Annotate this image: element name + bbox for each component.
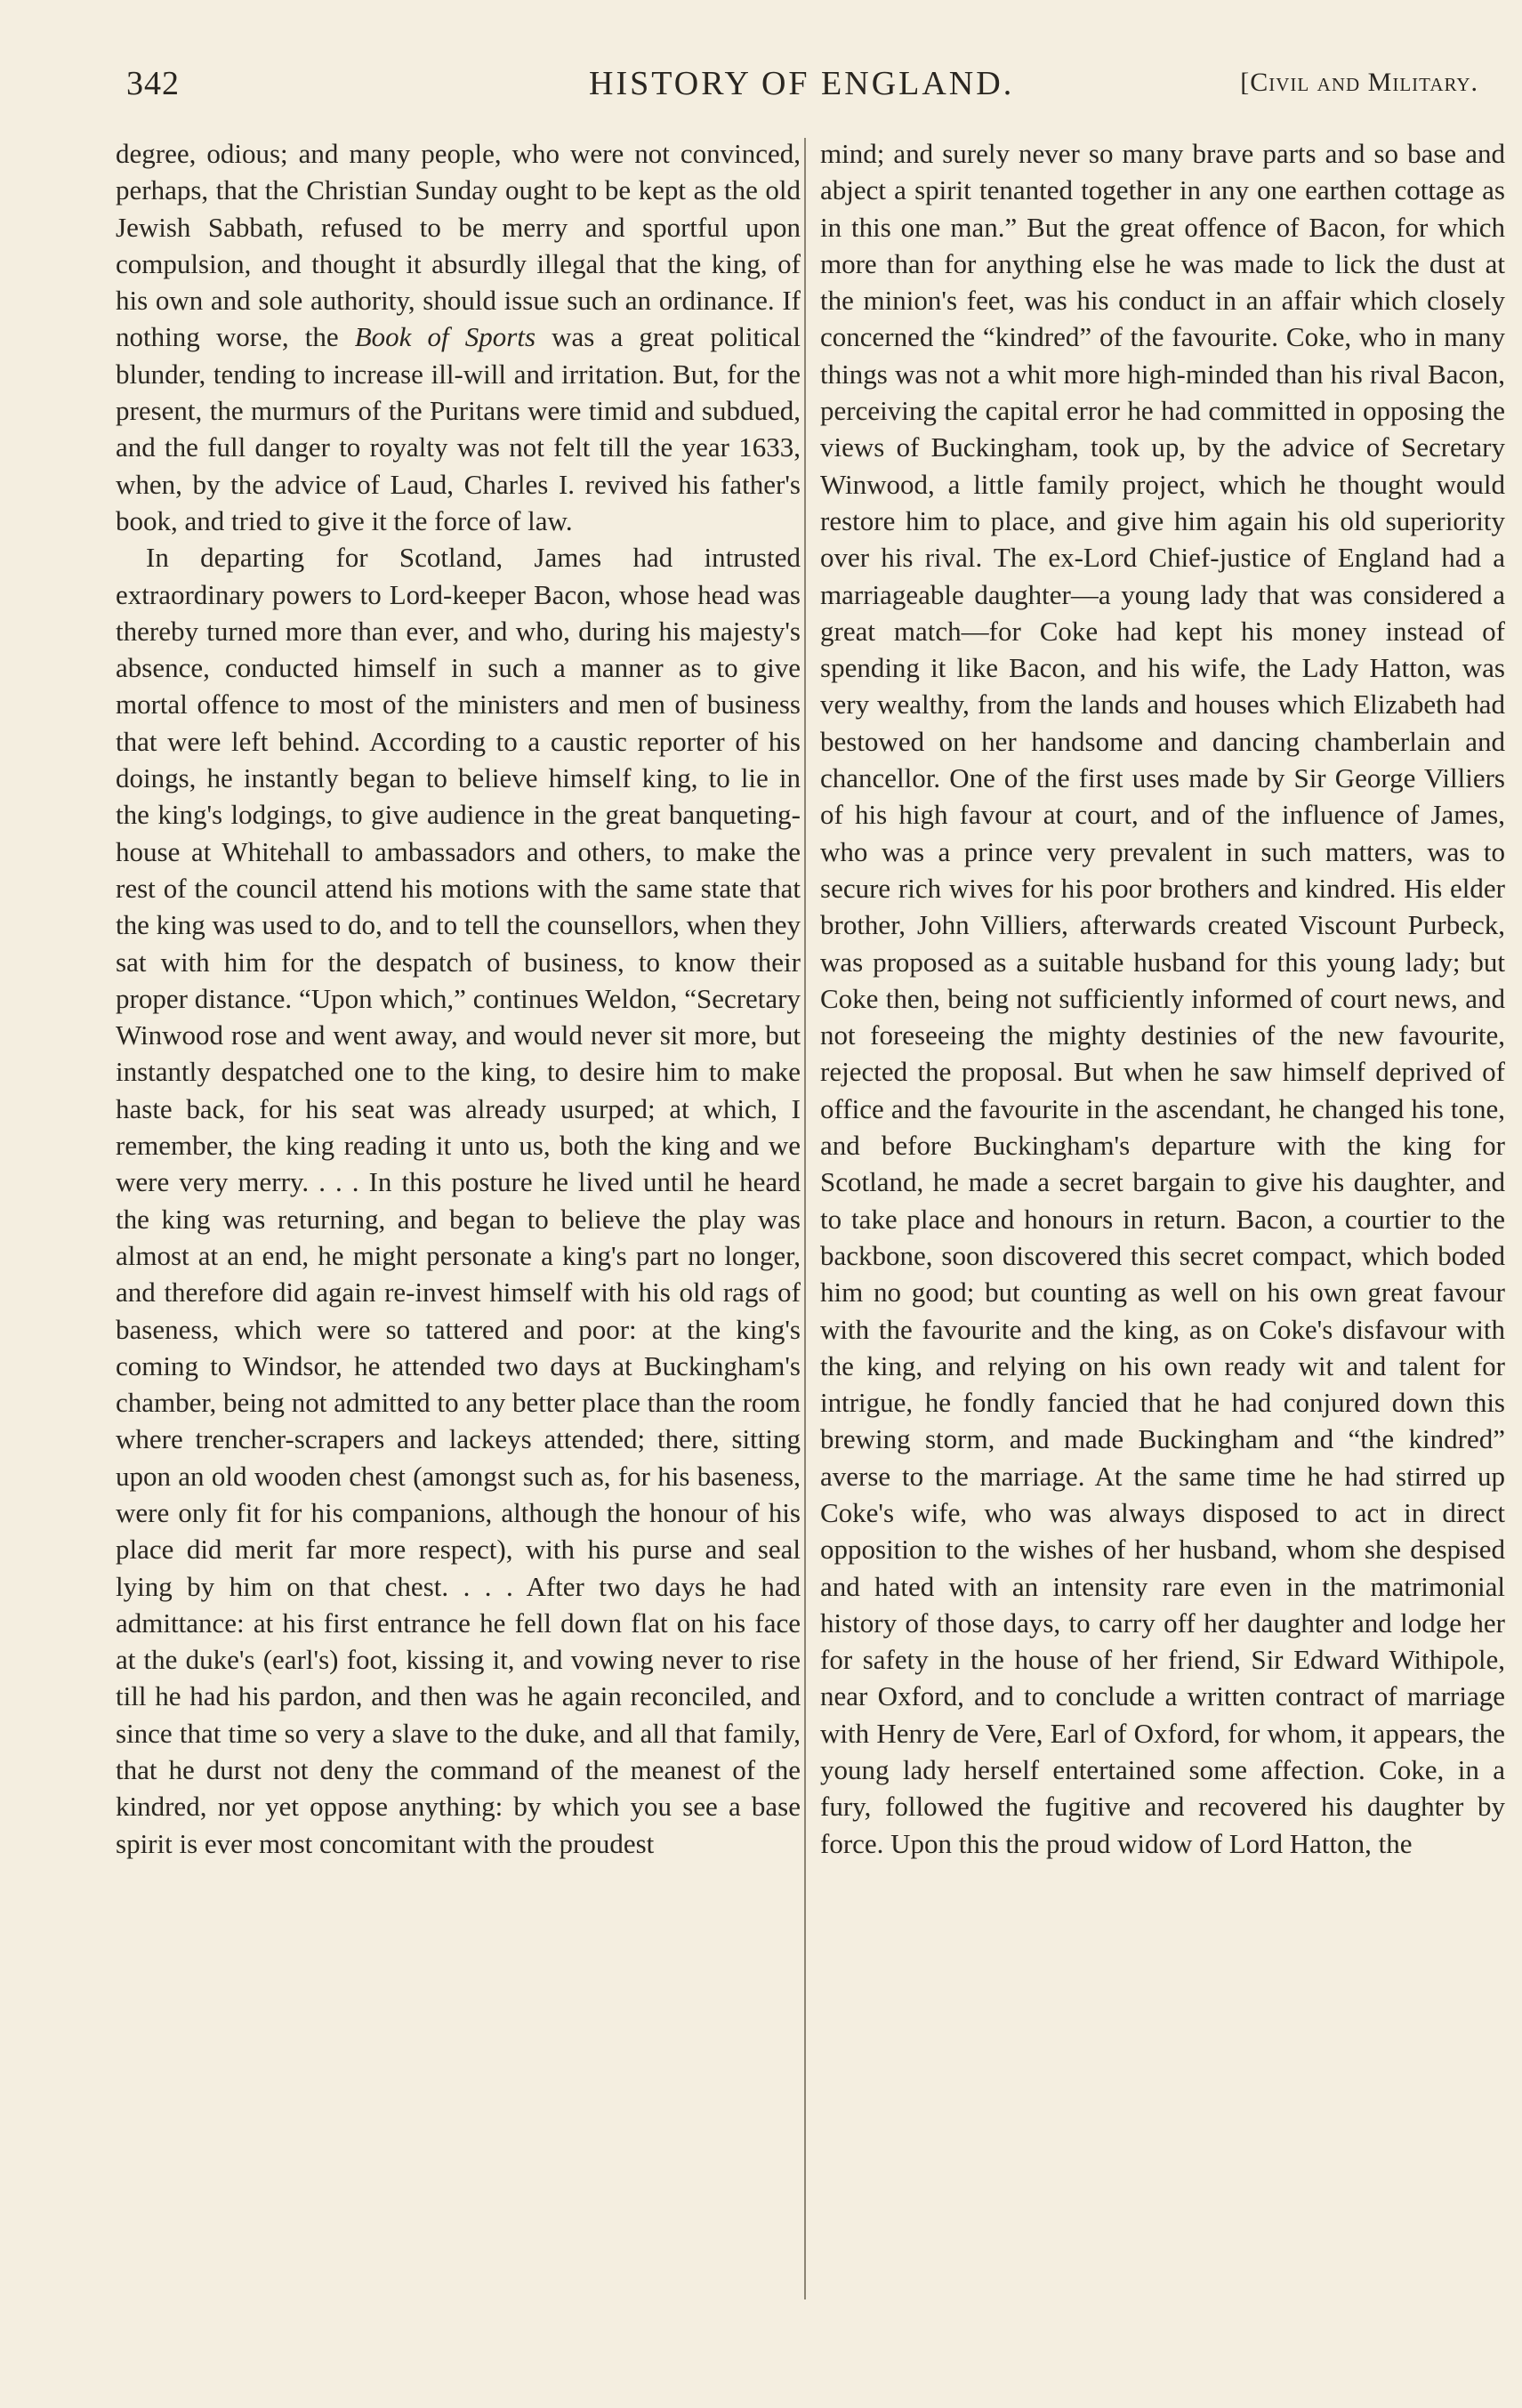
column-divider (804, 138, 806, 2299)
section-heading: [Civil and Military. (1240, 68, 1478, 97)
page-number: 342 (126, 65, 180, 102)
left-column (116, 135, 801, 2315)
paragraph: In departing for Scotland, James had intrusted extraordinary powers to Lord-keeper Bacon, whose head was thereby turned more than ever, and who, during his majesty's absence, conducted himself in such a manner as to give mortal offence to most of the ministers and men of business that were left behind. According to a caustic reporter of his doings, he instantly began to believe himself king, to lie in the king's lodgings, to give audience in the great banqueting-house at Whitehall to ambassadors and others, to make the rest of the council attend his motions with the same state that the king was used to do, and to tell the counsellors, when they sat with him for the despatch of business, to know their proper distance. “Upon which,” continues Weldon, “Secretary Winwood rose and went away, and would never sit more, but instantly despatched one to the king, to desire him to make haste back, for his seat was already usurped; at which, I remember, the king reading it unto us, both the king and we were very merry. . . . In this posture he lived until he heard the king was returning, and began to believe the play was almost at an end, he might personate a king's part no longer, and therefore did again re-invest himself with his old rags of baseness, which were so tattered and poor: at the king's coming to Windsor, he attended two days at Buckingham's chamber, being not admitted to any better place than the room where trencher-scrapers and lackeys attended; there, sitting upon an old wooden chest (amongst such as, for his baseness, were only fit for his companions, although the honour of his place did merit far more respect), with his purse and seal lying by him on that chest. . . . After two days he had admittance: at his first entrance he fell down flat on his face at the duke's (earl's) foot, kissing it, and vowing never to rise till he had his pardon, and then was he again reconciled, and since that time so very a slave to the duke, and all that family, that he durst not deny the command of the meanest of the kindred, nor yet oppose anything: by which you see a base spirit is ever most concomitant with the proudest (116, 542, 801, 1859)
running-title: HISTORY OF ENGLAND. (589, 65, 1015, 102)
paragraph: mind; and surely never so many brave parts and so base and abject a spirit tenanted together in any one earthen cottage as in this one man.” But the great offence of Bacon, for which more than for anything else he was made to lick the dust at the minion's feet, was his conduct in an affair which closely concerned the “kindred” of the favourite. Coke, who in many things was not a whit more high-minded than his rival Bacon, perceiving the capital error he had committed in opposing the views of Buckingham, took up, by the advice of Secretary Winwood, a little family project, which he thought would restore him to place, and give him again his old superiority over his rival. The ex-Lord Chief-justice of England had a marriageable daughter—a young lady that was considered a great match—for Coke had kept his money instead of spending it like Bacon, and his wife, the Lady Hatton, was very wealthy, from the lands and houses which Elizabeth had bestowed on her handsome and dancing chamberlain and chancellor. One of the first uses made by Sir George Villiers of his high favour at court, and of the influence of James, who was a prince very prevalent in such matters, was to secure rich wives for his poor brothers and kindred. His elder brother, John Villiers, afterwards created Viscount Purbeck, was proposed as a suitable husband for this young lady; but Coke then, being not sufficiently informed of court news, and not foreseeing the mighty destinies of the new favourite, rejected the proposal. But when he saw himself deprived of office and the favourite in the ascendant, he changed his tone, and before Buckingham's departure with the king for Scotland, he made a secret bargain to give his daughter, and to take place and honours in return. Bacon, a courtier to the backbone, soon discovered this secret compact, which boded him no good; but counting as well on his own great favour with the favourite and the king, as on Coke's disfavour with the king, and relying on his own ready wit and talent for intrigue, he fondly fancied that he had conjured down this brewing storm, and made Buckingham and “the kindred” averse to the marriage. At the same time he had stirred up Coke's wife, who was always disposed to act in direct opposition to the wishes of her husband, whom she despised and hated with an intensity rare even in the matrimonial history of those days, to carry off her daughter and lodge her for safety in the house of her friend, Sir Edward Withipole, near Oxford, and to conclude a written contract of marriage with Henry de Vere, Earl of Oxford, for whom, it appears, the young lady herself entertained some affection. Coke, in a fury, followed the fugitive and recovered his daughter by force. Upon this the proud widow of Lord Hatton, the (820, 138, 1505, 1859)
paragraph (116, 135, 801, 539)
book-title: Book of Sports (354, 321, 536, 353)
text-run: degree, odious; and many people, who were not convinced, perhaps, that the Christian Sunday ought to be kept as the old Jewish Sabbath, refused to be merry and sportful upon compulsion, and thought it absurdly illegal that the king, of his own and sole authority, should issue such an ordinance. If nothing worse, the (116, 138, 801, 353)
page-header (117, 64, 1478, 110)
text-run: was a great political blunder, tending to increase ill-will and irritation. But, for the present, the murmurs of the Puritans were timid and subdued, and the full danger to royalty was not felt till the year 1633, when, by the advice of Laud, Charles I. revived his father's book, and tried to give it the force of law. (116, 321, 801, 536)
right-column (820, 135, 1505, 2315)
